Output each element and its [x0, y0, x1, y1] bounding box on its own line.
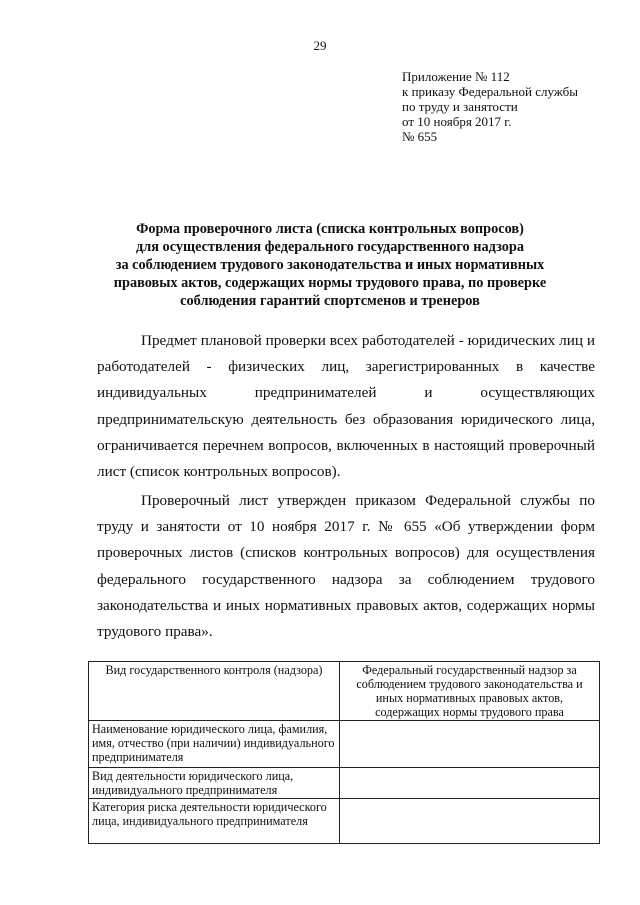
table-header-cell: Вид государственного контроля (надзора) [89, 662, 340, 721]
table-row-label: Категория риска деятельности юридического лица, индивидуального предпринимателя [89, 799, 340, 844]
table-header-cell: Федеральный государственный надзор за соблюдением трудового законодательства и иных нормативных правовых актов, содержащих нормы трудового права [340, 662, 600, 721]
page-number: 29 [313, 38, 327, 53]
appendix-line: по труду и занятости [402, 99, 518, 114]
control-type-table [88, 661, 600, 844]
form-title-line: правовых актов, содержащих нормы трудового права, по проверке [113, 275, 547, 291]
table-row-value [340, 799, 600, 844]
table-header-row [89, 662, 600, 721]
form-title-line: Форма проверочного листа (списка контрольных вопросов) [136, 221, 524, 237]
form-title-line: соблюдения гарантий спортсменов и тренеров [180, 293, 480, 309]
appendix-line: Приложение № 112 [402, 69, 510, 84]
table-row [89, 799, 600, 844]
table-row-label: Вид деятельности юридического лица, индивидуального предпринимателя [89, 768, 340, 799]
table-row-value [340, 768, 600, 799]
appendix-line: от 10 ноября 2017 г. [402, 114, 512, 129]
table-row [89, 768, 600, 799]
appendix-reference [402, 69, 622, 144]
table-row-label: Наименование юридического лица, фамилия, имя, отчество (при наличии) индивидуального предпринимателя [89, 721, 340, 768]
form-title-line: за соблюдением трудового законодательства и иных нормативных [115, 257, 545, 273]
appendix-line: к приказу Федеральной службы [402, 84, 578, 99]
approval-paragraph: Проверочный лист утвержден приказом Федеральной службы по труду и занятости от 10 ноября 2017 г. № 655 «Об утверждении форм проверочных листов (списков контрольных вопросов) для осуществления федерального государственного надзора за соблюдением трудового законодательства и иных нормативных правовых актов, содержащих нормы трудового права». [97, 492, 595, 641]
form-title [90, 220, 570, 310]
form-title-line: для осуществления федерального государственного надзора [136, 239, 524, 255]
table-row [89, 721, 600, 768]
inspection-subject-paragraph: Предмет плановой проверки всех работодателей - юридических лиц и работодателей - физических лиц, зарегистрированных в качестве индивидуальных предпринимателей и осуществляющих предпринимательскую деятельность без образования юридического лица, ограничивается перечнем вопросов, включенных в настоящий проверочный лист (список контрольных вопросов). [97, 332, 595, 481]
appendix-line: № 655 [402, 129, 438, 144]
table-row-value [340, 721, 600, 768]
